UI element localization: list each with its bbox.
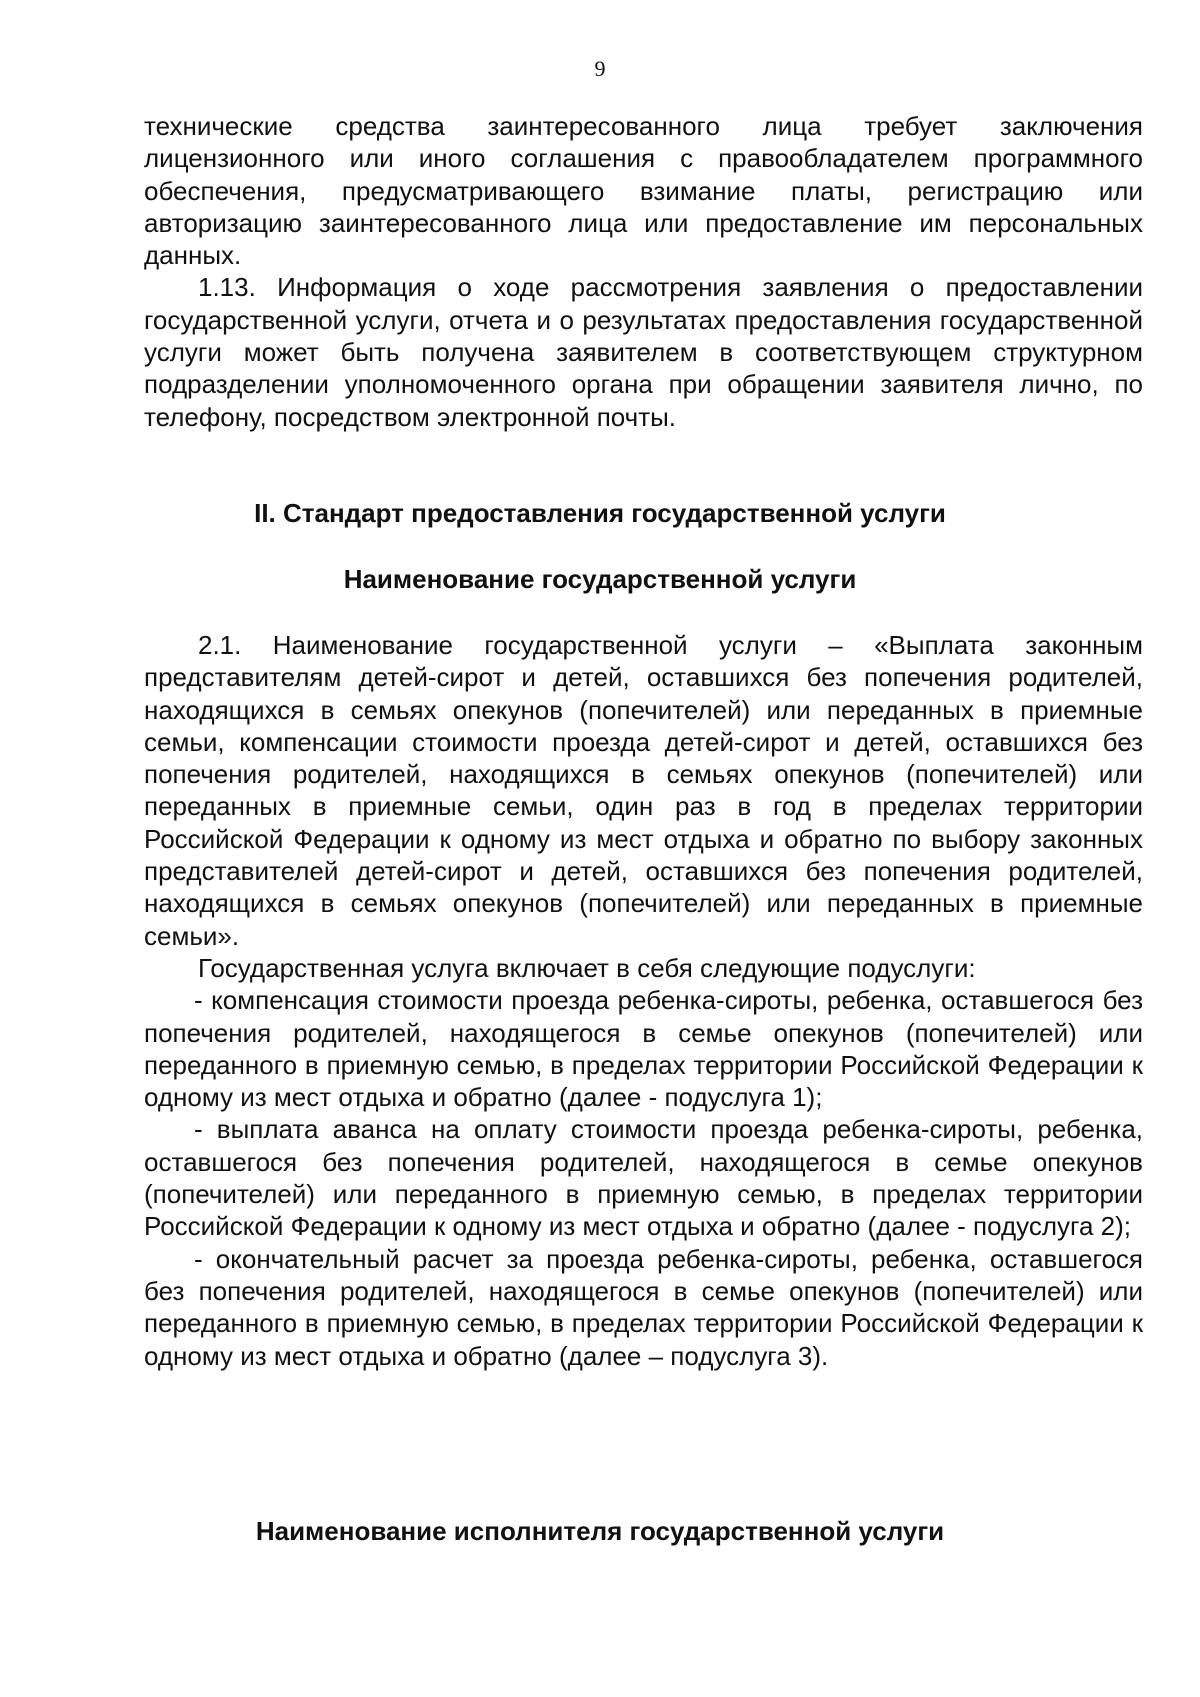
body-block bbox=[144, 629, 1143, 1372]
intro-block bbox=[144, 110, 1143, 433]
paragraph-1-12-continuation: технические средства заинтересованного лица требует заключения лицензионного или иного соглашения с правообладателем программного обеспечения, предусматривающего взимание платы, регистрацию или авторизацию заинтересованного лица или предоставление им персональных данных. bbox=[144, 111, 1143, 271]
section-title: II. Стандарт предоставления государственной услуги bbox=[254, 498, 946, 528]
subsection-title: Наименование государственной услуги bbox=[343, 564, 857, 594]
subservice-2: - выплата аванса на оплату стоимости проезда ребенка-сироты, ребенка, оставшегося без попечения родителей, находящегося в семье опекунов (попечителей) или переданного в приемную семью, в пределах территории Российской Федерации к одному из мест отдыха и обратно (далее - подуслуга 2); bbox=[144, 1114, 1143, 1242]
subservice-3: - окончательный расчет за проезда ребенка-сироты, ребенка, оставшегося без попечения родителей, находящегося в семье опекунов (попечителей) или переданного в приемную семью, в пределах территории Российской Федерации к одному из мест отдыха и обратно (далее – подуслуга 3). bbox=[144, 1243, 1143, 1371]
next-section-heading: Наименование исполнителя государственной услуги bbox=[255, 1516, 945, 1546]
subservice-1: - компенсация стоимости проезда ребенка-сироты, ребенка, оставшегося без попечения родителей, находящегося в семье опекунов (попечителей) или переданного в приемную семью, в пределах территории Российской Федерации к одному из мест отдыха и обратно (далее - подуслуга 1); bbox=[144, 985, 1143, 1113]
paragraph-1-13: 1.13. Информация о ходе рассмотрения заявления о предоставлении государственной услуги, отчета и о результатах предоставления государственной услуги может быть получена заявителем в соответствующем структурном подразделении уполномоченного органа при обращении заявителя лично, по телефону, посредством электронной почты. bbox=[144, 272, 1143, 432]
subservices-intro: Государственная услуга включает в себя следующие подуслуги: bbox=[198, 952, 976, 983]
paragraph-2-1: 2.1. Наименование государственной услуги – «Выплата законным представителям детей-сирот и детей, оставшихся без попечения родителей, находящихся в семьях опекунов (попечителей) или переданных в приемные семьи, компенсации стоимости проезда детей-сирот и детей, оставшихся без попечения родителей, находящихся в семьях опекунов (попечителей) или переданных в приемные семьи, один раз в год в пределах территории Российской Федерации к одному из мест отдыха и обратно по выбору законных представителей детей-сирот и детей, оставшихся без попечения родителей, находящихся в семьях опекунов (попечителей) или переданных в приемные семьи». bbox=[144, 630, 1143, 951]
page-number: 9 bbox=[594, 56, 606, 81]
